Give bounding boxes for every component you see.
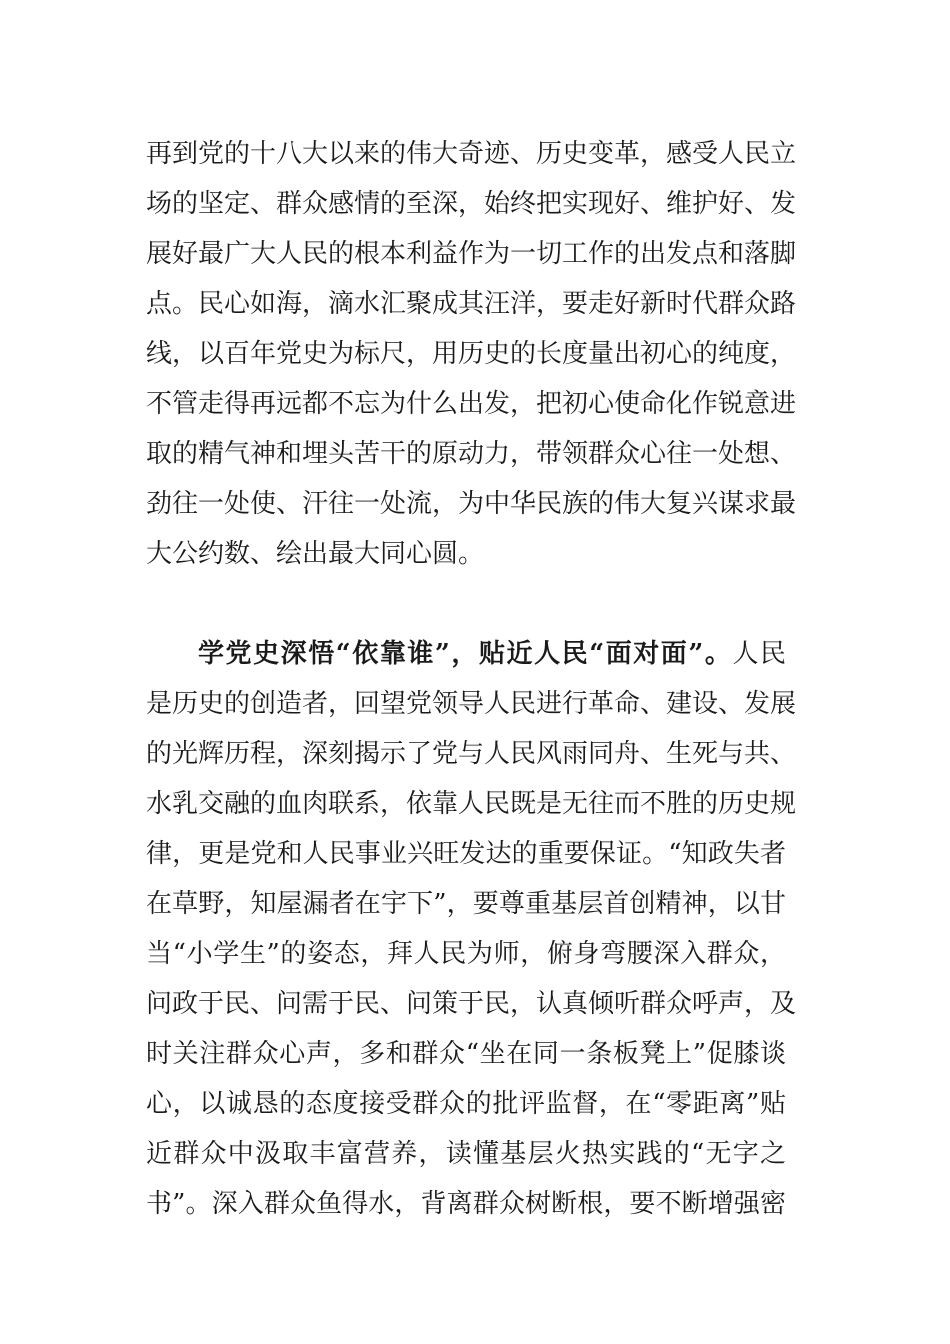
text-line: 时关注群众心声，多和群众“坐在同一条板凳上”促膝谈: [146, 1039, 786, 1069]
text-line: 问政于民、问需于民、问策于民，认真倾听群众呼声，及: [146, 989, 797, 1019]
text-line: 近群众中汲取丰富营养，读懂基层火热实践的“无字之: [146, 1139, 786, 1169]
text-line: 的光辉历程，深刻揭示了党与人民风雨同舟、生死与共、: [146, 739, 797, 769]
paragraph-heading: 学党史深悟“依靠谁”，贴近人民“面对面”。: [198, 639, 733, 669]
text-line: 取的精气神和埋头苦干的原动力，带领群众心往一处想、: [146, 439, 797, 469]
text-line: 水乳交融的血肉联系，依靠人民既是无往而不胜的历史规: [146, 789, 797, 819]
text-line: 当“小学生”的姿态，拜人民为师，俯身弯腰深入群众，: [146, 939, 786, 969]
text-line: 点。民心如海，滴水汇聚成其汪洋，要走好新时代群众路: [146, 289, 797, 319]
paragraph-first-line: [198, 634, 786, 674]
text-line: 心，以诚恳的态度接受群众的批评监督，在“零距离”贴: [146, 1089, 786, 1119]
text-line: 书”。深入群众鱼得水，背离群众树断根，要不断增强密: [146, 1189, 786, 1219]
text-line: 线，以百年党史为标尺，用历史的长度量出初心的纯度，: [146, 339, 797, 369]
text-line: 劲往一处使、汗往一处流，为中华民族的伟大复兴谋求最: [146, 489, 797, 519]
text-line: 大公约数、绘出最大同心圆。: [146, 539, 485, 569]
text-line: 场的坚定、群众感情的至深，始终把实现好、维护好、发: [146, 189, 797, 219]
text-line: 再到党的十八大以来的伟大奇迹、历史变革，感受人民立: [146, 139, 797, 169]
text-line: 不管走得再远都不忘为什么出发，把初心使命化作锐意进: [146, 389, 797, 419]
text-line: 律，更是党和人民事业兴旺发达的重要保证。“知政失者: [146, 839, 786, 869]
text-line: 在草野，知屋漏者在宇下”，要尊重基层首创精神，以甘: [146, 889, 786, 919]
text-line: 展好最广大人民的根本利益作为一切工作的出发点和落脚: [146, 239, 797, 269]
text-line: 是历史的创造者，回望党领导人民进行革命、建设、发展: [146, 689, 797, 719]
text-run: 人民: [732, 639, 786, 669]
